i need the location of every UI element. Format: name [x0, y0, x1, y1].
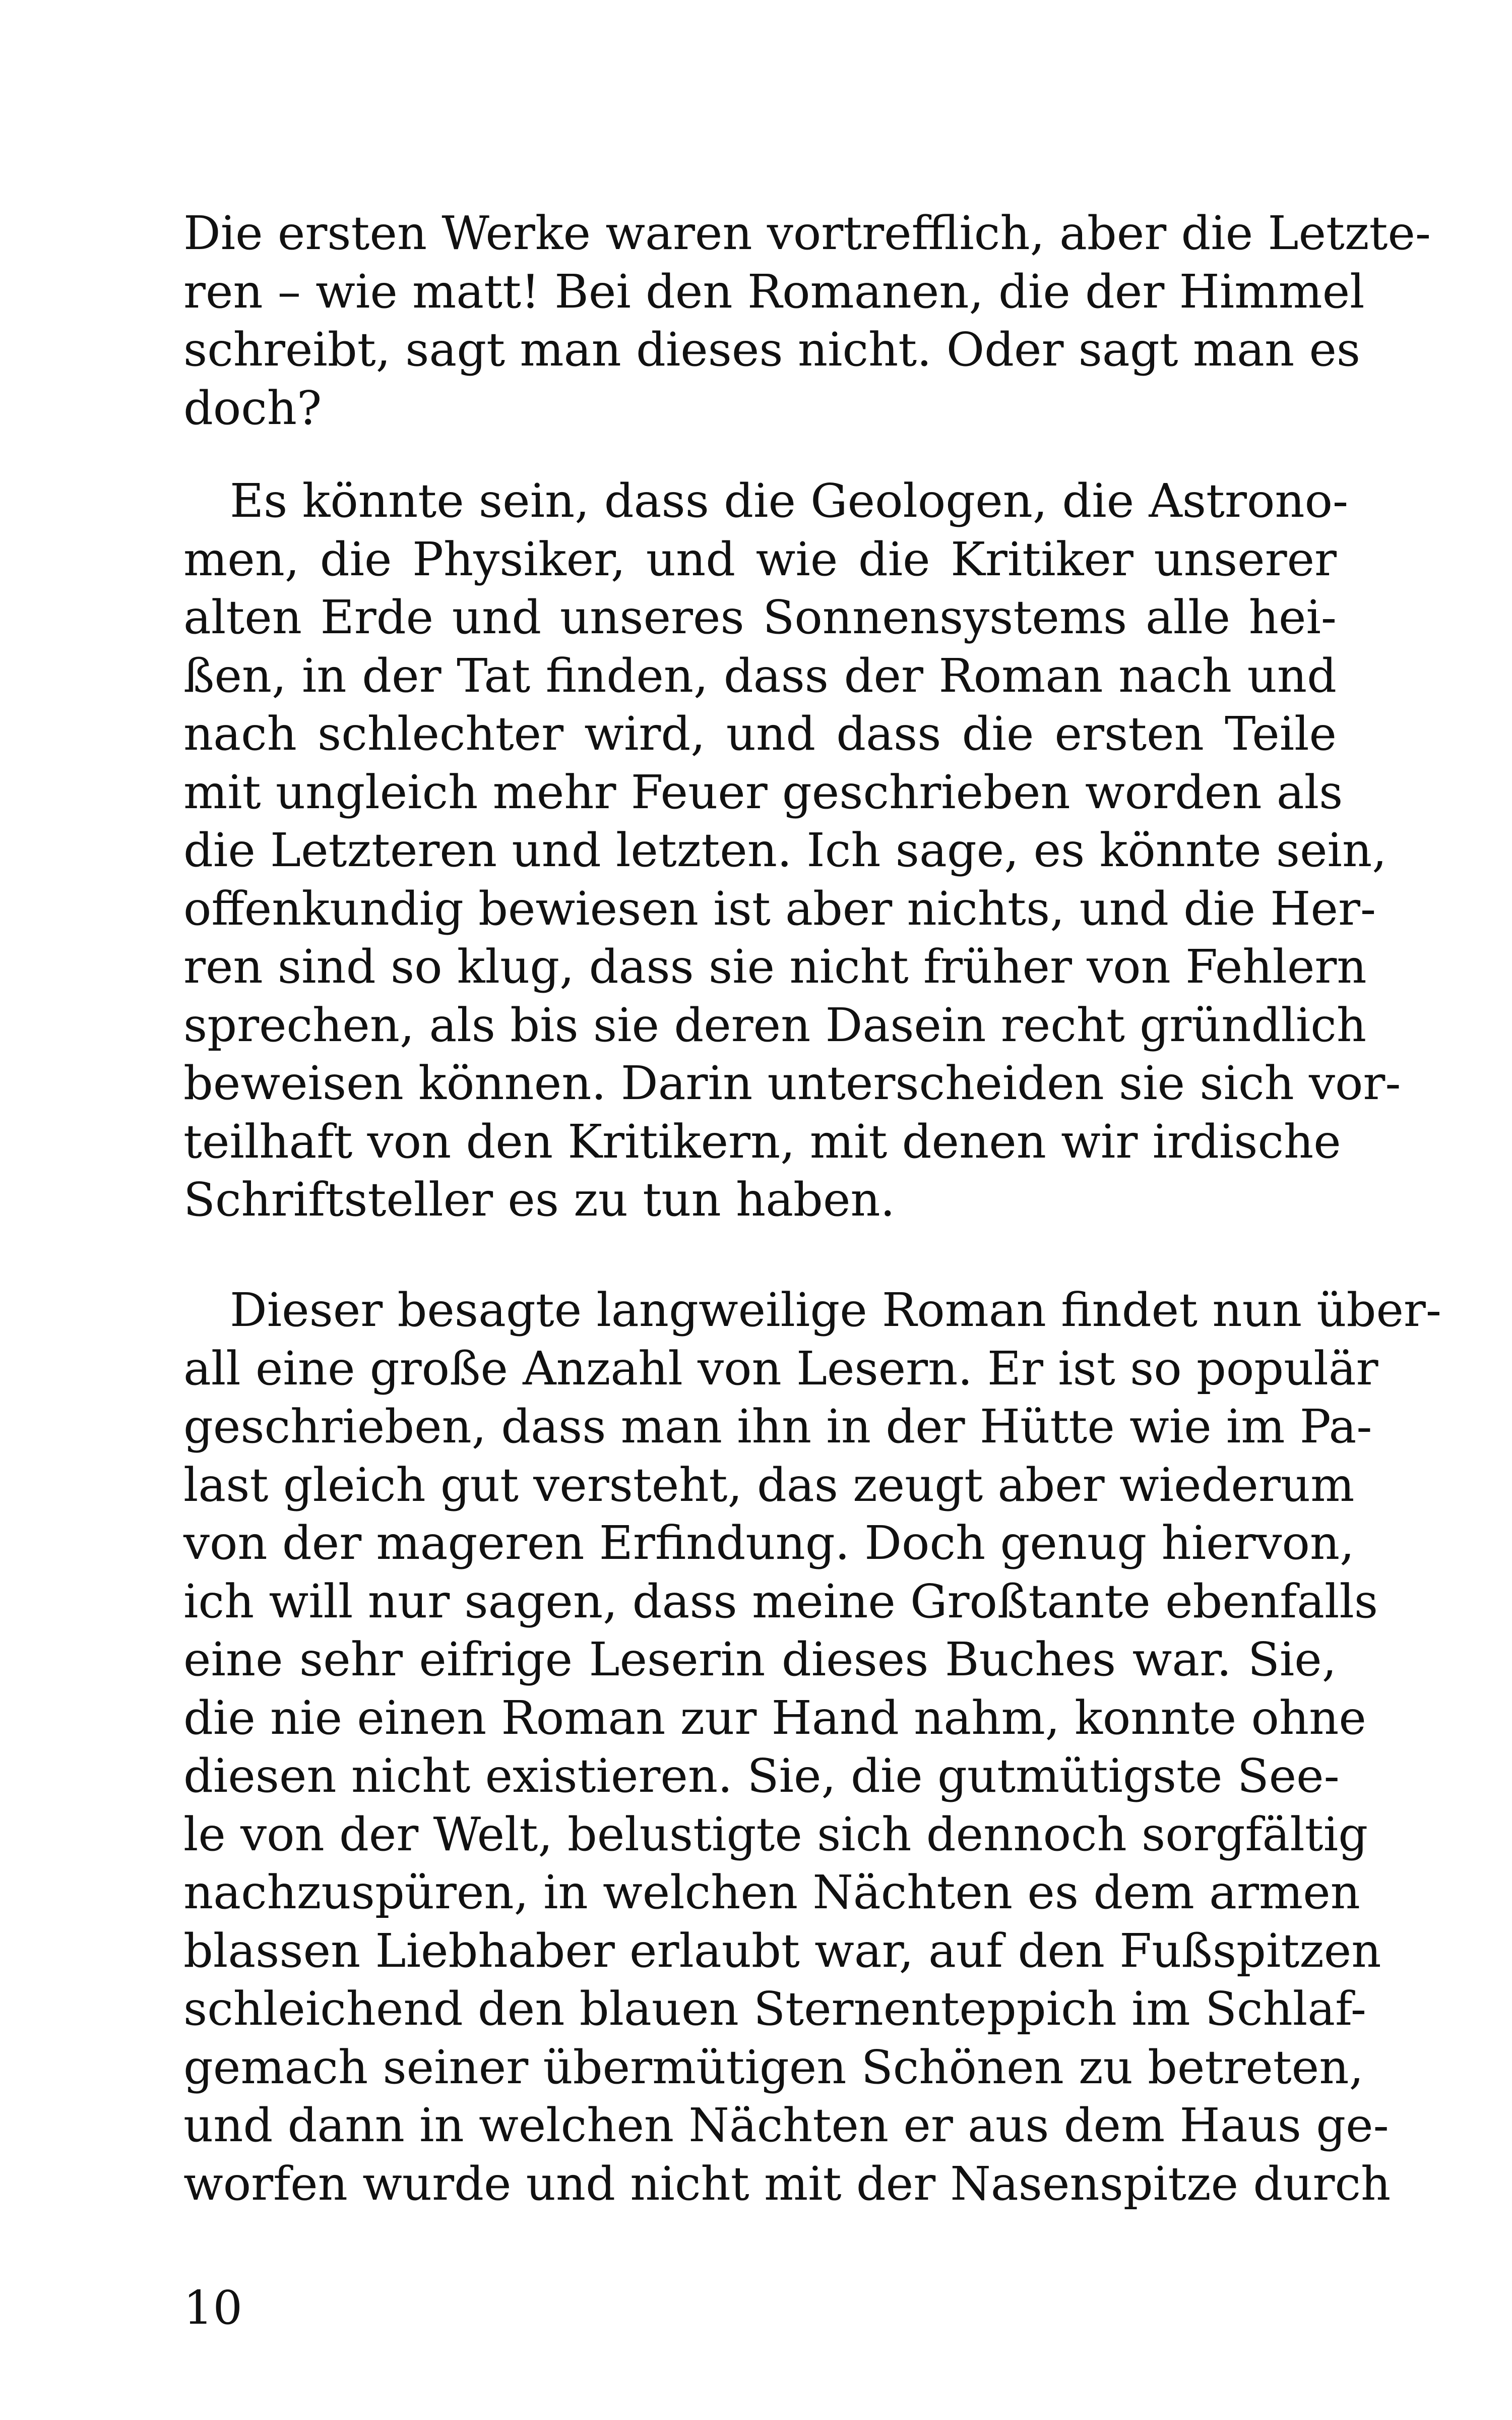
text-line: von der mageren Erfindung. Doch genug hiervon, — [183, 1516, 1355, 1570]
text-line: blassen Liebhaber erlaubt war, auf den Fußspitzen — [183, 1923, 1381, 1978]
text-line: geschrieben, dass man ihn in der Hütte wie im Pa- — [183, 1400, 1372, 1454]
text-line: mit ungleich mehr Feuer geschrieben worden als — [183, 765, 1343, 819]
paragraph — [183, 1281, 1441, 2213]
text-line: ich will nur sagen, dass meine Großtante ebenfalls — [183, 1574, 1378, 1628]
text-line: Dieser besagte langweilige Roman findet nun über- — [230, 1283, 1441, 1337]
text-line: schleichend den blauen Sternenteppich im Schlaf- — [183, 1982, 1366, 2036]
text-line: die nie einen Roman zur Hand nahm, konnte ohne — [183, 1690, 1366, 1745]
page-number: 10 — [183, 2281, 243, 2335]
text-line: Schriftsteller es zu tun haben. — [183, 1173, 895, 1227]
text-line: offenkundig bewiesen ist aber nichts, und die Her- — [183, 881, 1376, 936]
text-line: ren – wie matt! Bei den Romanen, die der Himmel — [183, 264, 1365, 319]
text-line: nachzuspüren, in welchen Nächten es dem armen — [183, 1865, 1360, 1919]
text-line: le von der Welt, belustigte sich dennoch sorgfältig — [183, 1807, 1368, 1861]
text-line: gemach seiner übermütigen Schönen zu betreten, — [183, 2040, 1364, 2094]
text-line: nach schlechter wird, und dass die ersten Teile — [183, 707, 1337, 761]
text-line: ren sind so klug, dass sie nicht früher von Fehlern — [183, 940, 1367, 994]
paragraph — [183, 204, 1431, 437]
paragraph — [183, 472, 1401, 1229]
text-line: beweisen können. Darin unterscheiden sie sich vor- — [183, 1056, 1401, 1110]
text-line: diesen nicht existieren. Sie, die gutmütigste See- — [183, 1749, 1340, 1803]
text-line: doch? — [183, 381, 322, 435]
text-line: worfen wurde und nicht mit der Nasenspitze durch — [183, 2156, 1391, 2211]
text-line: teilhaft von den Kritikern, mit denen wir irdische — [183, 1114, 1341, 1169]
text-line: eine sehr eifrige Leserin dieses Buches war. Sie, — [183, 1632, 1337, 1686]
text-line: schreibt, sagt man dieses nicht. Oder sagt man es — [183, 323, 1361, 377]
text-line: Die ersten Werke waren vortrefflich, aber die Letzte- — [183, 206, 1431, 260]
text-line: die Letzteren und letzten. Ich sage, es könnte sein, — [183, 823, 1387, 877]
text-line: Es könnte sein, dass die Geologen, die Astrono- — [230, 474, 1349, 528]
text-line: und dann in welchen Nächten er aus dem Haus ge- — [183, 2098, 1389, 2152]
text-line: last gleich gut versteht, das zeugt aber wiederum — [183, 1458, 1355, 1512]
text-line: ßen, in der Tat finden, dass der Roman nach und — [183, 648, 1337, 703]
text-line: sprechen, als bis sie deren Dasein recht gründlich — [183, 998, 1367, 1052]
text-line: alten Erde und unseres Sonnensystems alle hei- — [183, 590, 1337, 644]
text-line: men, die Physiker, und wie die Kritiker unserer — [183, 532, 1337, 586]
text-line: all eine große Anzahl von Lesern. Er ist so populär — [183, 1341, 1378, 1396]
